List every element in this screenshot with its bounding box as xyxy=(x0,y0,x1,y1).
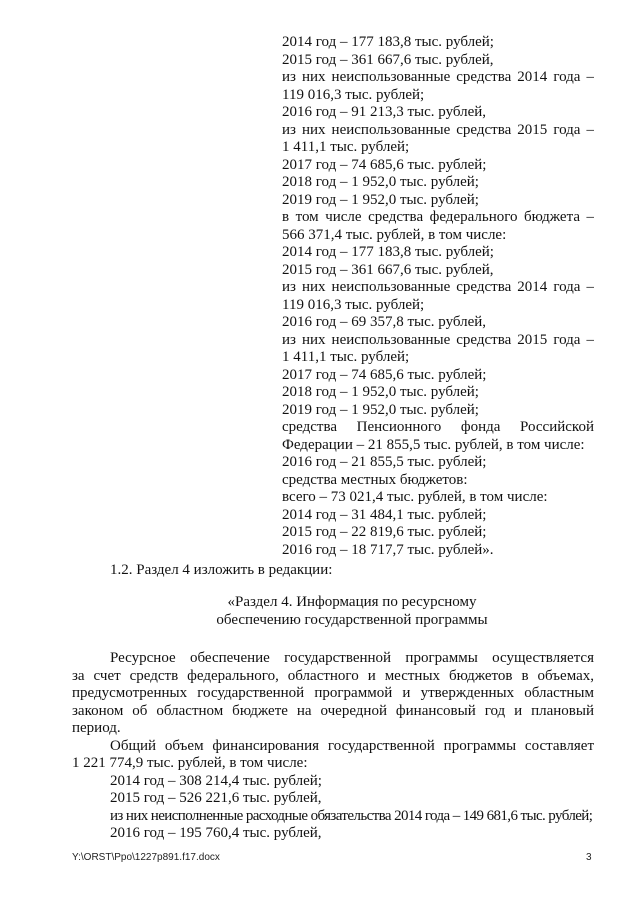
column-line: 119 016,3 тыс. рублей; xyxy=(282,86,425,103)
funding-column xyxy=(282,34,594,559)
column-line: 2017 год – 74 685,6 тыс. рублей; xyxy=(282,156,487,173)
paragraph-line: Общий объем финансирования государственной программы составляет xyxy=(110,737,594,754)
column-line: 119 016,3 тыс. рублей; xyxy=(282,296,425,313)
column-line: из них неиспользованные средства 2014 года – xyxy=(282,69,594,85)
column-line: из них неиспользованные средства 2014 года – xyxy=(282,279,594,295)
paragraph-line: за счет средств федерального, областного и местных бюджетов в объемах, xyxy=(72,667,594,684)
column-line: средства Пенсионного фонда Российской xyxy=(282,419,594,435)
paragraph-line: период. xyxy=(72,720,121,736)
column-line: средства местных бюджетов: xyxy=(282,471,468,488)
column-line: 2016 год – 69 357,8 тыс. рублей, xyxy=(282,314,487,330)
column-line: 2014 год – 177 183,8 тыс. рублей; xyxy=(282,34,494,50)
paragraph-line: 2015 год – 526 221,6 тыс. рублей, xyxy=(110,790,322,806)
column-line: 2015 год – 22 819,6 тыс. рублей; xyxy=(282,524,487,540)
paragraph-line: 1 221 774,9 тыс. рублей, в том числе: xyxy=(72,755,308,771)
column-line: 2016 год – 18 717,7 тыс. рублей». xyxy=(282,541,494,558)
column-line: 1 411,1 тыс. рублей; xyxy=(282,349,410,365)
column-line: в том числе средства федерального бюджета – xyxy=(282,209,594,225)
column-line: всего – 73 021,4 тыс. рублей, в том числе: xyxy=(282,489,548,505)
paragraph-line: 2016 год – 195 760,4 тыс. рублей, xyxy=(110,825,322,841)
paragraph-line: Ресурсное обеспечение государственной программы осуществляется xyxy=(110,650,594,666)
column-line: 2018 год – 1 952,0 тыс. рублей; xyxy=(282,384,479,400)
column-line: 2018 год – 1 952,0 тыс. рублей; xyxy=(282,174,479,190)
column-line: 2014 год – 177 183,8 тыс. рублей; xyxy=(282,244,494,260)
column-line: 2019 год – 1 952,0 тыс. рублей; xyxy=(282,401,479,418)
column-line: 2019 год – 1 952,0 тыс. рублей; xyxy=(282,191,479,208)
column-line: из них неиспользованные средства 2015 года – xyxy=(282,121,594,138)
paragraph-resource xyxy=(72,650,594,843)
paragraph-line: предусмотренных государственной программой и утвержденных областным xyxy=(72,685,594,701)
column-line: 2015 год – 361 667,6 тыс. рублей, xyxy=(282,261,494,278)
paragraph-line: из них неисполненные расходные обязательства 2014 года – 149 681,6 тыс. рублей; xyxy=(110,807,593,824)
column-line: из них неиспользованные средства 2015 года – xyxy=(282,331,594,348)
column-line: 2016 год – 21 855,5 тыс. рублей; xyxy=(282,454,487,470)
paragraph-line: законом об областном бюджете на очередной финансовый год и плановый xyxy=(72,702,594,719)
column-line: 1 411,1 тыс. рублей; xyxy=(282,139,410,155)
paragraph-line: 2014 год – 308 214,4 тыс. рублей; xyxy=(110,772,322,789)
column-line: 566 371,4 тыс. рублей, в том числе: xyxy=(282,226,507,243)
column-line: 2016 год – 91 213,3 тыс. рублей, xyxy=(282,104,487,120)
section-heading-line1: «Раздел 4. Информация по ресурсному xyxy=(227,594,477,610)
column-line: 2014 год – 31 484,1 тыс. рублей; xyxy=(282,506,487,523)
column-line: 2017 год – 74 685,6 тыс. рублей; xyxy=(282,366,487,383)
column-line: 2015 год – 361 667,6 тыс. рублей, xyxy=(282,51,494,68)
section-heading-line2: обеспечению государственной программы xyxy=(216,612,488,628)
page-number: 3 xyxy=(586,852,592,863)
item-1-2: 1.2. Раздел 4 изложить в редакции: xyxy=(110,562,333,578)
footer-file-path: Y:\ORST\Ppo\1227p891.f17.docx xyxy=(72,852,220,863)
column-line: Федерации – 21 855,5 тыс. рублей, в том числе: xyxy=(282,436,585,453)
